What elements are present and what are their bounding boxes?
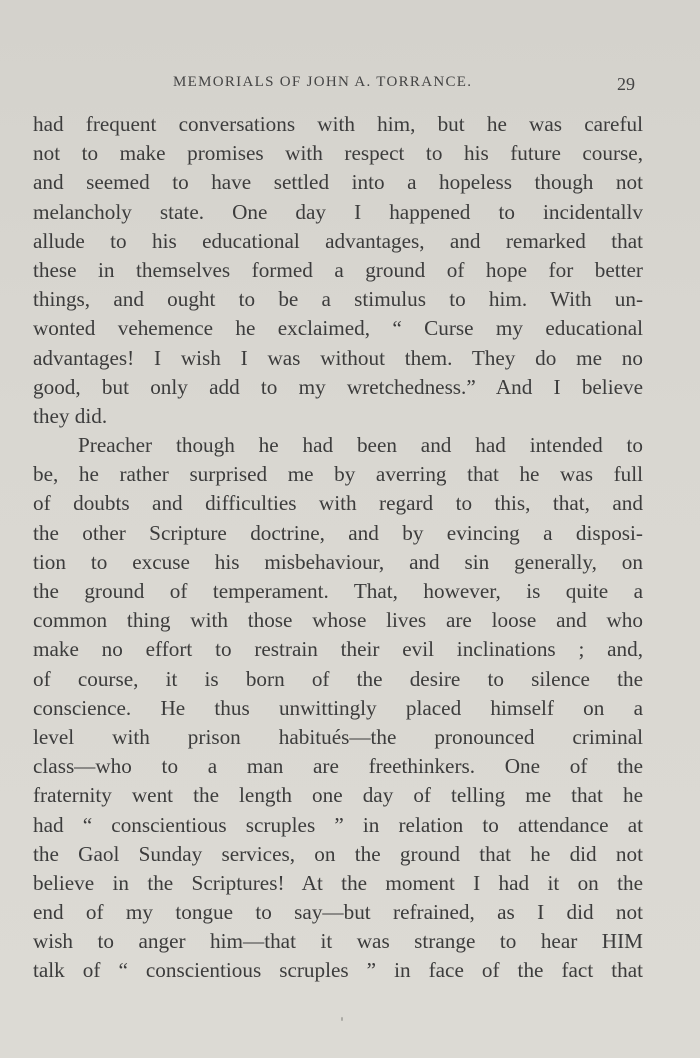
text-line: not to make promises with respect to his future course, [33,141,643,166]
text-line: and seemed to have settled into a hopeless though not [33,170,643,195]
text-line: wish to anger him—that it was strange to hear HIM [33,929,643,954]
text-line: good, but only add to my wretchedness.” And I believe [33,374,643,399]
text-line: believe in the Scriptures! At the moment I had it on the [33,870,643,895]
page-header [0,74,700,98]
paper-speck [341,1017,343,1021]
text-line: of course, it is born of the desire to silence the [33,666,643,691]
text-line: allude to his educational advantages, and remarked that [33,228,643,253]
text-line: advantages! I wish I was without them. They do me no [33,345,643,370]
page-number: 29 [617,74,635,94]
text-line: wonted vehemence he exclaimed, “ Curse my educational [33,316,643,341]
body-text [33,110,643,986]
text-line: melancholy state. One day I happened to incidentallv [33,199,643,224]
text-line: had “ conscientious scruples ” in relation to attendance at [33,812,643,837]
text-line: Preacher though he had been and had intended to [78,433,643,458]
text-line: class—who to a man are freethinkers. One of the [33,754,643,779]
text-line: these in themselves formed a ground of hope for better [33,257,643,282]
text-line: they did. [33,403,108,428]
text-line: had frequent conversations with him, but he was careful [33,112,643,136]
running-title: MEMORIALS OF JOHN A. TORRANCE. [173,74,473,90]
text-line: the ground of temperament. That, however, is quite a [33,579,643,603]
text-line: level with prison habitués—the pronounced criminal [33,724,643,749]
text-line: make no effort to restrain their evil inclinations ; and, [33,637,643,662]
text-line: of doubts and difficulties with regard to this, that, and [33,491,643,516]
text-line: tion to excuse his misbehaviour, and sin generally, on [33,549,643,574]
text-line: common thing with those whose lives are loose and who [33,608,643,633]
text-line: end of my tongue to say—but refrained, as I did not [33,900,643,925]
text-line: things, and ought to be a stimulus to him. With un- [33,287,643,312]
text-line: the other Scripture doctrine, and by evincing a disposi- [33,520,643,545]
text-line: conscience. He thus unwittingly placed himself on a [33,695,643,720]
text-line: fraternity went the length one day of telling me that he [33,783,643,808]
text-line: be, he rather surprised me by averring that he was full [33,462,643,487]
text-line: talk of “ conscientious scruples ” in face of the fact that [33,958,643,983]
text-line: the Gaol Sunday services, on the ground that he did not [33,841,643,866]
